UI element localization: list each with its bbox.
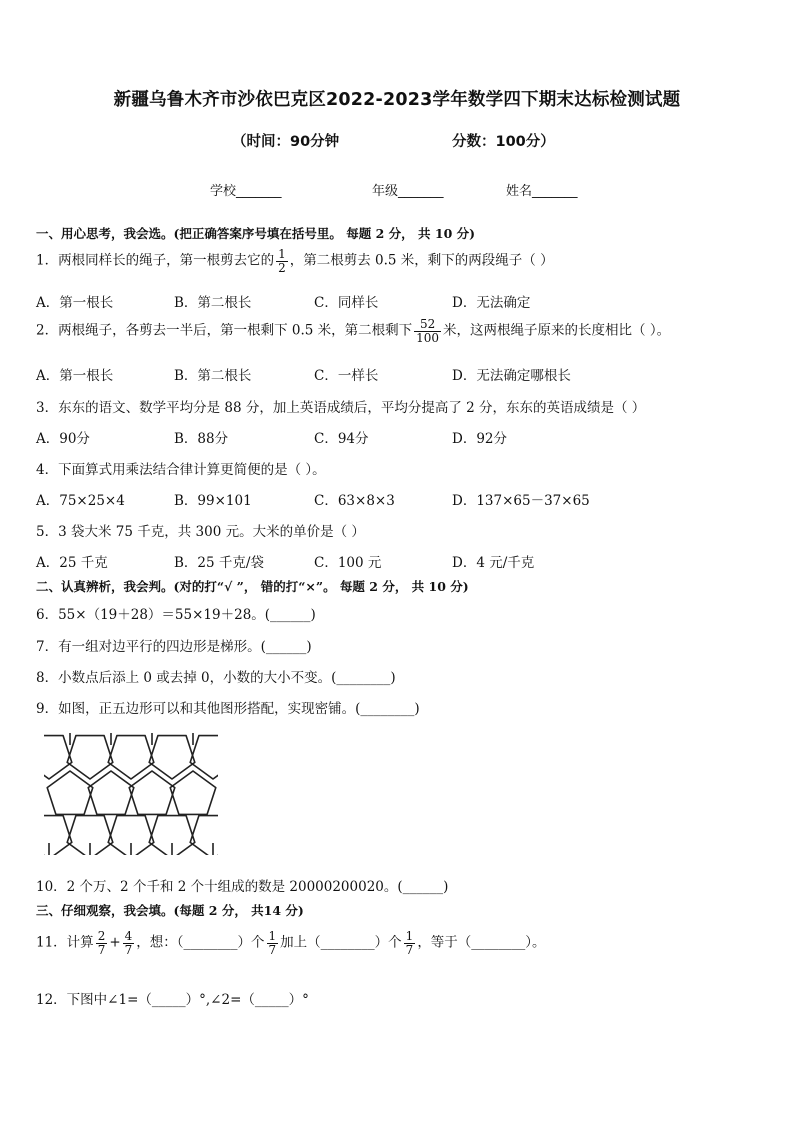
question-5: 5．3 袋大米 75 千克，共 300 元。大米的单价是（ ）	[36, 524, 365, 540]
q11-text-c: 加上（________）个	[280, 934, 402, 951]
pentagon-tile	[67, 736, 113, 779]
q3-option-c: C．94分	[314, 431, 369, 447]
q5-option-c: C．100 元	[314, 555, 382, 571]
question-11	[36, 930, 546, 956]
q11-text-a: 11．计算	[36, 934, 94, 951]
fraction-numerator: 1	[405, 929, 414, 943]
q1-option-c: C．同样长	[314, 295, 379, 311]
q3-option-b: B．88分	[174, 431, 229, 447]
q2-option-c: C．一样长	[314, 368, 379, 384]
fraction-1-7-second	[404, 930, 416, 956]
question-2	[36, 318, 670, 344]
fraction-denominator: 100	[416, 330, 440, 345]
fraction-numerator: 1	[278, 247, 286, 261]
section-3-heading: 三、仔细观察，我会填。(每题 2 分， 共14 分)	[36, 903, 304, 918]
q5-option-d: D．4 元/千克	[452, 555, 535, 571]
q1-option-d: D．无法确定	[452, 295, 531, 311]
fraction-4-7	[123, 930, 135, 956]
fraction-numerator: 52	[414, 318, 441, 332]
q2-option-d: D．无法确定哪根长	[452, 368, 571, 384]
pentagon-tile	[170, 771, 216, 814]
question-1-text-post: ，第二根剪去 0.5 米，剩下的两段绳子（ ）	[289, 252, 554, 269]
question-1	[36, 248, 554, 274]
pentagon-tile	[190, 816, 218, 855]
fraction-denominator: 7	[268, 942, 277, 957]
fraction-numerator: 2	[97, 929, 106, 943]
fraction-1-7-first	[267, 930, 279, 956]
question-12: 12．下图中∠1=（_____）°,∠2=（_____）°	[36, 992, 309, 1008]
pentagon-tile	[108, 736, 154, 779]
pentagon-tile	[129, 771, 175, 814]
question-6: 6．55×（19＋28）＝55×19＋28。(______)	[36, 607, 316, 623]
question-10: 10．2 个万、2 个千和 2 个十组成的数是 20000200020。(______)	[36, 879, 449, 895]
section-2-heading: 二、认真辨析，我会判。(对的打“√ ”， 错的打“×”。 每题 2 分， 共 10 分)	[36, 579, 469, 594]
q4-option-b: B．99×101	[174, 493, 252, 509]
pentagon-tessellation-figure	[44, 733, 218, 855]
q2-option-a: A．第一根长	[36, 368, 114, 384]
grade-field: 年级_______	[372, 184, 444, 199]
q5-option-a: A．25 千克	[36, 555, 108, 571]
question-3: 3．东东的语文、数学平均分是 88 分，加上英语成绩后，平均分提高了 2 分，东东的英语成绩是（ ）	[36, 400, 646, 416]
q1-option-b: B．第二根长	[174, 295, 252, 311]
q3-option-d: D．92分	[452, 431, 508, 447]
question-4: 4．下面算式用乘法结合律计算更简便的是（ ）。	[36, 462, 326, 478]
fraction-2-7	[96, 930, 108, 956]
q4-option-c: C．63×8×3	[314, 493, 395, 509]
pentagon-tile	[44, 816, 72, 855]
time-info: （时间：90分钟	[232, 134, 340, 150]
page-title: 新疆乌鲁木齐市沙依巴克区2022-2023学年数学四下期末达标检测试题	[113, 90, 681, 110]
q1-option-a: A．第一根长	[36, 295, 114, 311]
question-2-text-pre: 2．两根绳子，各剪去一半后，第一根剩下 0.5 米，第二根剩下	[36, 322, 413, 339]
question-2-text-post: 米，这两根绳子原来的长度相比（ ）。	[443, 322, 671, 339]
q11-text-d: ，等于（________）。	[417, 934, 546, 951]
pentagon-tile	[149, 736, 195, 779]
question-7: 7．有一组对边平行的四边形是梯形。(______)	[36, 639, 312, 655]
question-9: 9．如图，正五边形可以和其他图形搭配，实现密铺。(________)	[36, 701, 420, 717]
score-info: 分数：100分）	[452, 134, 555, 150]
fraction-one-half	[276, 248, 288, 274]
section-1-heading: 一、用心思考，我会选。(把正确答案序号填在括号里。 每题 2 分， 共 10 分)	[36, 226, 476, 241]
school-field: 学校_______	[210, 184, 282, 199]
fraction-denominator: 2	[278, 260, 286, 275]
q11-text-b: ，想：（________）个	[136, 934, 265, 951]
question-1-text-pre: 1．两根同样长的绳子，第一根剪去它的	[36, 252, 275, 269]
name-field: 姓名_______	[506, 184, 578, 199]
pentagon-tile	[88, 771, 134, 814]
plus-sign: +	[109, 934, 121, 951]
question-8: 8．小数点后添上 0 或去掉 0，小数的大小不变。(________)	[36, 670, 396, 686]
q4-option-a: A．75×25×4	[36, 493, 125, 509]
fraction-52-100	[414, 318, 441, 344]
fraction-denominator: 7	[97, 942, 106, 957]
q2-option-b: B．第二根长	[174, 368, 252, 384]
fraction-numerator: 4	[124, 929, 133, 943]
q3-option-a: A．90分	[36, 431, 90, 447]
fraction-denominator: 7	[405, 942, 414, 957]
pentagon-tile	[47, 771, 93, 814]
q5-option-b: B．25 千克/袋	[174, 555, 264, 571]
fraction-numerator: 1	[268, 929, 277, 943]
q4-option-d: D．137×65－37×65	[452, 493, 590, 509]
fraction-denominator: 7	[124, 942, 133, 957]
